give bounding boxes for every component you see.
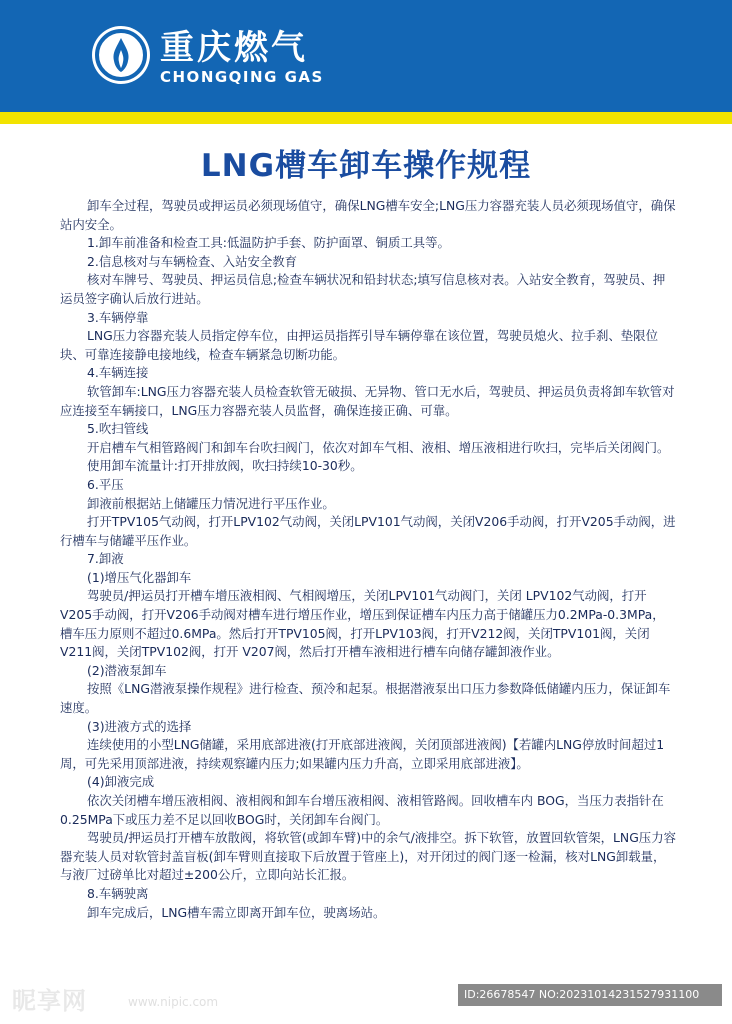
paragraph: 1.卸车前准备和检查工具:低温防护手套、防护面罩、铜质工具等。 — [87, 235, 450, 251]
logo-badge — [92, 26, 150, 84]
paragraph: 连续使用的小型LNG储罐，采用底部进液(打开底部进液阀，关闭顶部进液阀)【若罐内LNG停放时间超过1周，可先采用顶部进液，持续观察罐内压力;如果罐内压力升高，立即采用底部进液】。 — [60, 737, 665, 771]
paragraph: 7.卸液 — [87, 551, 124, 567]
page-title: LNG槽车卸车操作规程 — [200, 148, 532, 184]
paragraph: 卸液前根据站上储罐压力情况进行平压作业。 — [87, 495, 335, 511]
paragraph: 2.信息核对与车辆检查、入站安全教育 — [87, 253, 298, 269]
paragraph: 按照《LNG潜液泵操作规程》进行检查、预冷和起泵。根据潜液泵出口压力参数降低储罐内压力，保证卸车速度。 — [60, 681, 671, 716]
image-id-bar: ID:26678547 NO:20231014231527931100 — [458, 984, 722, 1006]
brand-name-cn: 重庆燃气 — [160, 28, 308, 68]
paragraph: 4.车辆连接 — [87, 365, 149, 381]
yellow-stripe — [0, 112, 732, 124]
paragraph: 5.吹扫管线 — [87, 421, 149, 437]
paragraph: 6.平压 — [87, 476, 124, 492]
paragraph: 软管卸车:LNG压力容器充装人员检查软管无破损、无异物、管口无水后，驾驶员、押运员负责将卸车软管对应连接至车辆接口，LNG压力容器充装人员监督，确保连接正确、可靠。 — [60, 383, 675, 418]
paragraph: 开启槽车气相管路阀门和卸车台吹扫阀门，依次对卸车气相、液相、增压液相进行吹扫，完毕后关闭阀门。 — [87, 439, 670, 455]
paragraph: (1)增压气化器卸车 — [87, 569, 192, 585]
paragraph: (2)潜液泵卸车 — [87, 662, 167, 678]
paragraph: 依次关闭槽车增压液相阀、液相阀和卸车台增压液相阀、液相管路阀。回收槽车内 BOG，当压力表指针在0.25MPa下或压力差不足以回收BOG时，关闭卸车台阀门。 — [60, 793, 664, 827]
paragraph: 卸车完成后，LNG槽车需立即离开卸车位，驶离场站。 — [87, 904, 386, 920]
footer — [0, 978, 732, 1024]
watermark-url: www.nipic.com — [128, 995, 219, 1009]
flame-in-circle-icon — [92, 26, 150, 84]
paragraph: (4)卸液完成 — [87, 774, 155, 790]
paragraph: (3)进液方式的选择 — [87, 718, 192, 734]
paragraph: 卸车全过程，驾驶员或押运员必须现场值守，确保LNG槽车安全;LNG压力容器充装人员必须现场值守，确保站内安全。 — [60, 198, 676, 232]
document-body — [60, 197, 676, 922]
paragraph: 核对车牌号、驾驶员、押运员信息;检查车辆状况和铅封状态;填写信息核对表。入站安全教育，驾驶员、押运员签字确认后放行进站。 — [60, 272, 666, 306]
paragraph: 驾驶员/押运员打开槽车放散阀，将软管(或卸车臂)中的余气/液排空。拆下软管，放置回软管架，LNG压力容器充装人员对软管封盖盲板(卸车臂则直接取下后放置于管座上)，对开闭过的阀门逐一检漏，核对LNG卸载量，与液厂过磅单比对超过±200公斤，立即向站长汇报。 — [60, 830, 676, 883]
brand-name-en: CHONGQING GAS — [160, 68, 324, 86]
watermark-logo: 昵享网 — [12, 987, 87, 1015]
paragraph: 驾驶员/押运员打开槽车增压液相阀、气相阀增压，关闭LPV101气动阀门，关闭 LPV102气动阀，打开V205手动阀，打开V206手动阀对槽车进行增压作业，增压到保证槽车内压力高于储罐压力0.2MPa-0.3MPa，槽车压力原则不超过0.6MPa。然后打开TPV105阀，打开LPV103阀，打开V212阀，关闭TPV101阀，关闭V211阀，关闭TPV102阀，打开 V207阀，然后打开槽车液相进行槽车向储存罐卸液作业。 — [60, 588, 665, 660]
paragraph: 3.车辆停靠 — [87, 309, 149, 325]
paragraph: LNG压力容器充装人员指定停车位，由押运员指挥引导车辆停靠在该位置，驾驶员熄火、拉手刹、垫限位块、可靠连接静电接地线，检查车辆紧急切断功能。 — [60, 328, 658, 362]
paragraph: 打开TPV105气动阀，打开LPV102气动阀，关闭LPV101气动阀，关闭V206手动阀，打开V205手动阀，进行槽车与储罐平压作业。 — [60, 514, 676, 548]
paragraph: 使用卸车流量计:打开排放阀，吹扫持续10-30秒。 — [87, 458, 363, 474]
paragraph: 8.车辆驶离 — [87, 885, 149, 901]
header-banner — [0, 0, 732, 112]
